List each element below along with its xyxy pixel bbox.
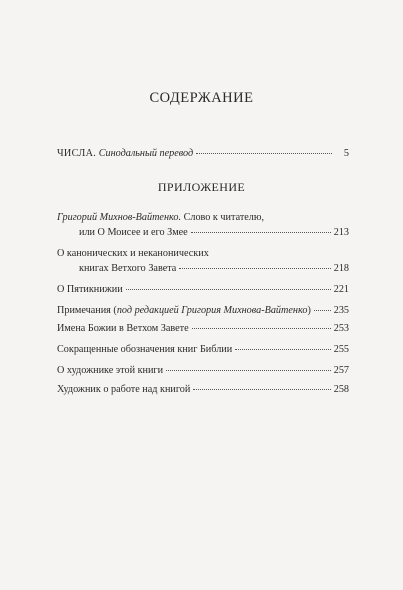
toc-entry-mikhnov-line2[interactable] [57, 227, 349, 239]
entry-text: Сокращенные обозначения книг Библии [57, 344, 233, 355]
entry-text: Художник о работе над книгой [57, 384, 191, 395]
toc-entry-canon-line2[interactable] [57, 263, 349, 275]
toc-entry-names[interactable] [57, 323, 349, 335]
toc-entry-abbreviations[interactable] [57, 344, 349, 356]
page-number: 218 [333, 263, 349, 274]
toc-entry-pentateuch[interactable] [57, 284, 349, 296]
page-number: 255 [333, 344, 349, 355]
leader-dots [193, 388, 330, 390]
entry-text: О художнике этой книги [57, 365, 164, 376]
toc-entry-artist[interactable] [57, 365, 349, 377]
contents-title: СОДЕРЖАНИЕ [149, 90, 254, 106]
entry-text: Примечания [57, 305, 111, 316]
toc-entry-canon-line1[interactable] [57, 248, 209, 260]
leader-dots [126, 288, 331, 290]
appendix-heading: ПРИЛОЖЕНИЕ [157, 180, 246, 194]
page-number: 257 [333, 365, 349, 376]
toc-entry-chisla[interactable] [57, 148, 349, 160]
entry-caps: ЧИСЛА. [57, 148, 97, 159]
page-number: 258 [333, 384, 349, 395]
page-number: 253 [333, 323, 349, 334]
entry-italic: Синодальный перевод [98, 148, 194, 159]
page-number: 221 [333, 284, 349, 295]
entry-text: книгах Ветхого Завета [79, 263, 177, 274]
entry-text: Слово к читателю, [183, 212, 265, 223]
paren-close: ) [307, 305, 311, 316]
page-number: 5 [343, 148, 349, 159]
toc-entry-notes[interactable] [57, 305, 349, 317]
leader-dots [166, 369, 331, 371]
paren-open: ( [113, 305, 117, 316]
toc-entry-mikhnov-line1[interactable] [57, 212, 264, 224]
leader-dots [235, 348, 331, 350]
entry-text: Имена Божии в Ветхом Завете [57, 323, 189, 334]
entry-text: или О Моисее и его Змее [79, 227, 188, 238]
entry-author: Григорий Михнов-Вайтенко. [57, 212, 182, 223]
leader-dots [179, 267, 330, 269]
entry-text: О канонических и неканонических [57, 248, 209, 259]
page-number: 213 [333, 227, 349, 238]
page-number: 235 [333, 305, 349, 316]
toc-entry-artist-work[interactable] [57, 384, 349, 396]
leader-dots [192, 327, 331, 329]
leader-dots [196, 152, 332, 154]
entry-text: О Пятикнижии [57, 284, 123, 295]
leader-dots [314, 309, 331, 311]
entry-italic: под редакцией Григория Михнова-Вайтенко [116, 305, 308, 316]
leader-dots [191, 231, 331, 233]
